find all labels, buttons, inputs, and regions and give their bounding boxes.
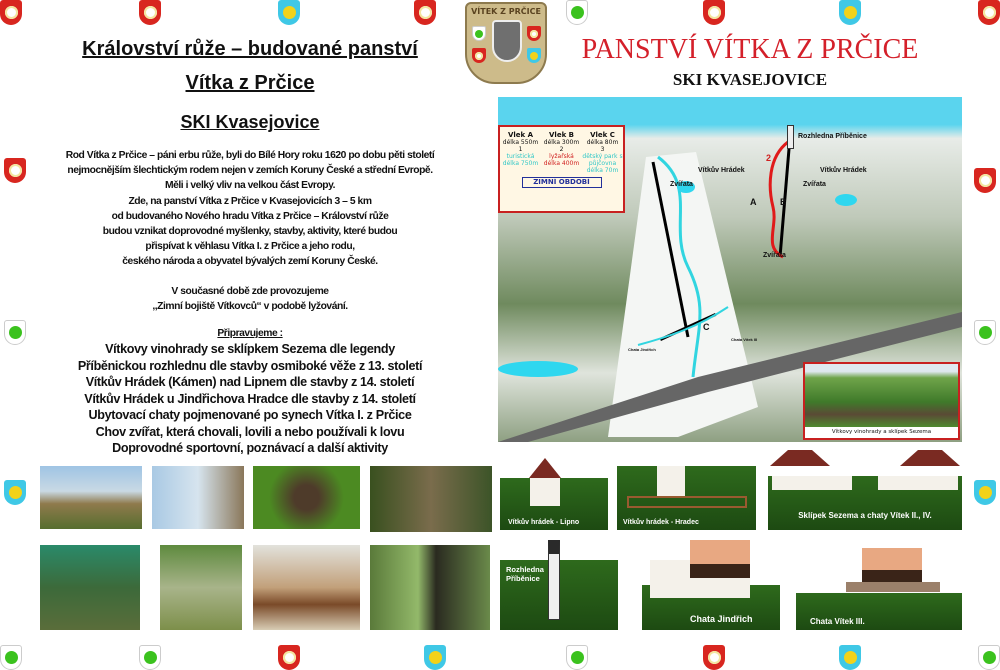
photo-carp	[40, 545, 140, 630]
photo-boars	[370, 466, 492, 532]
coat-of-arms-green-icon	[566, 0, 588, 25]
map-label: Chata Vítek III	[731, 337, 758, 342]
planned-item: Příběnickou rozhlednu dle stavby osmiboké věže z 13. století	[77, 358, 423, 373]
map-label: Vítkův Hrádek	[820, 167, 867, 174]
coat-of-arms-red-icon	[472, 48, 486, 63]
photo-falcon	[152, 466, 244, 529]
coat-of-arms-cyan-icon	[527, 48, 541, 63]
text-line: přispívat k věhlasu Vítka I. z Prčice a jeho rodu,	[145, 241, 355, 253]
ski-map	[498, 97, 962, 442]
coat-of-arms-cyan-icon	[839, 0, 861, 25]
page-title-line2: Vítka z Prčice	[185, 72, 315, 94]
coat-of-arms-red-icon	[0, 0, 22, 25]
text-line: Rod Vítka z Prčice – páni erbu růže, byli do Bílé Hory roku 1620 po dobu pěti století	[65, 150, 435, 161]
building-card	[500, 478, 608, 530]
terrace-icon	[846, 582, 940, 592]
building-card	[768, 476, 962, 530]
building-card	[796, 593, 962, 630]
building-label: Vítkův hrádek - Lipno	[508, 519, 580, 526]
planned-item: Doprovodné sportovní, poznávací a další aktivity	[112, 441, 388, 456]
map-label: B	[780, 197, 787, 207]
map-label: Zvířata	[803, 181, 826, 188]
tower-icon	[787, 125, 794, 149]
photo-horses	[253, 545, 360, 630]
coat-of-arms-red-icon	[278, 645, 300, 670]
left-text-column	[5, 148, 495, 457]
map-label: Chata Jindřich	[628, 347, 656, 352]
coat-of-arms-cyan-icon	[424, 645, 446, 670]
planned-item: Vítkův Hrádek (Kámen) nad Lipnem dle stavby z 14. století	[85, 375, 415, 390]
coat-of-arms-cyan-icon	[4, 480, 26, 505]
photo-goats	[160, 545, 242, 630]
coat-of-arms-cyan-icon	[278, 0, 300, 25]
right-subtitle: SKI KVASEJOVICE	[672, 70, 828, 89]
building-label: Chata Jindřich	[690, 614, 753, 624]
legend-lift-a: Vlek A délka 550m 1 turistická délka 750m	[502, 131, 539, 167]
map-label: Zvířata	[670, 181, 693, 188]
vineyard-inset	[803, 362, 960, 440]
ski-legend	[498, 125, 625, 213]
photo-moose	[370, 545, 490, 630]
inset-caption: Vítkovy vinohrady a sklípek Sezema	[831, 429, 932, 435]
tower-icon	[548, 540, 560, 620]
coat-of-arms-green-icon	[0, 645, 22, 670]
building-label: Sklípek Sezema a chaty Vítek II., IV.	[798, 511, 932, 520]
map-label: A	[750, 197, 757, 207]
building-icon	[690, 540, 750, 578]
building-icon	[657, 466, 685, 498]
coat-of-arms-cyan-icon	[839, 645, 861, 670]
text-line: V současné době zde provozujeme	[171, 285, 329, 297]
planned-item: Chov zvířat, která chovali, lovili a nebo používali k lovu	[95, 424, 405, 439]
map-label: Vítkův Hrádek	[698, 167, 745, 174]
map-label: 2	[766, 153, 772, 163]
text-line: Zde, na panství Vítka z Prčice v Kvasejovicích 3 – 5 km	[128, 195, 372, 207]
building-label: Rozhledna Příběnice	[506, 565, 544, 583]
text-line: českého národa a obyvatel bývalých zemí Koruny České.	[122, 256, 378, 268]
coat-of-arms-red-icon	[978, 0, 1000, 25]
building-card	[617, 466, 756, 530]
right-title: PANSTVÍ VÍTKA Z PRČICE	[581, 34, 919, 65]
season-badge: ZIMNÍ OBDOBÍ	[522, 177, 602, 188]
planned-heading: Připravujeme :	[217, 328, 283, 340]
pond	[498, 361, 578, 377]
legend-lift-c: Vlek C délka 80m 3 dětský park s půjčovna délka 70m	[582, 131, 623, 174]
coat-of-arms-cyan-icon	[974, 480, 996, 505]
knight-shield-icon	[492, 20, 522, 62]
planned-item: Vítkův Hrádek u Jindřichova Hradce dle stavby z 14. století	[84, 391, 416, 406]
map-label: Rozhledna Příběnice	[798, 133, 867, 140]
photo-dogs	[253, 466, 360, 529]
intro-paragraph	[5, 148, 495, 341]
coat-of-arms-green-icon	[139, 645, 161, 670]
coat-of-arms-red-icon	[703, 0, 725, 25]
coat-of-arms-red-icon	[139, 0, 161, 25]
building-icon	[530, 478, 560, 506]
vitek-logo	[465, 2, 547, 84]
map-label: Zvířata	[763, 252, 786, 259]
coat-of-arms-green-icon	[974, 320, 996, 345]
coat-of-arms-green-icon	[566, 645, 588, 670]
coat-of-arms-red-icon	[703, 645, 725, 670]
page-title-line1: Království růže – budované panství	[82, 38, 418, 60]
coat-of-arms-green-icon	[978, 645, 1000, 670]
text-line: ,,Zimní bojiště Vítkovců“ v podobě lyžování.	[152, 300, 348, 312]
photo-deer	[40, 466, 142, 529]
coat-of-arms-red-icon	[974, 168, 996, 193]
building-label: Vítkův hrádek - Hradec	[623, 519, 699, 526]
roof-icon	[770, 450, 830, 466]
legend-lift-b: Vlek B délka 300m 2 lyžařská délka 400m	[543, 131, 580, 167]
building-icon	[772, 476, 852, 490]
fence-icon	[627, 496, 747, 508]
map-label: C	[703, 322, 710, 332]
page-subtitle: SKI Kvasejovice	[180, 112, 320, 132]
planned-item: Vítkovy vinohrady se sklípkem Sezema dle legendy	[105, 342, 395, 357]
text-line: od budovaného Nového hradu Vítka z Prčice – Království růže	[111, 210, 389, 222]
building-icon	[878, 476, 958, 490]
coat-of-arms-red-icon	[527, 26, 541, 41]
text-line: nejmocnějším šlechtickým rodem nejen v zemích Koruny České a střední Evropě.	[67, 165, 433, 177]
roof-icon	[900, 450, 960, 466]
roof-icon	[529, 458, 561, 478]
building-label: Chata Vítek III.	[810, 617, 865, 626]
text-line: budou vznikat doprovodné myšlenky, stavby, aktivity, které budou	[102, 226, 398, 238]
pond	[835, 194, 857, 206]
vineyard-photo	[805, 364, 958, 427]
coat-of-arms-green-icon	[472, 26, 486, 41]
logo-text: VÍTEK Z PRČICE	[471, 7, 541, 16]
text-line: Měli i velký vliv na velkou část Evropy.	[164, 180, 336, 192]
building-icon	[862, 548, 922, 582]
planned-list	[5, 341, 495, 457]
planned-item: Ubytovací chaty pojmenované po synech Vítka I. z Prčice	[88, 408, 412, 423]
coat-of-arms-red-icon	[414, 0, 436, 25]
